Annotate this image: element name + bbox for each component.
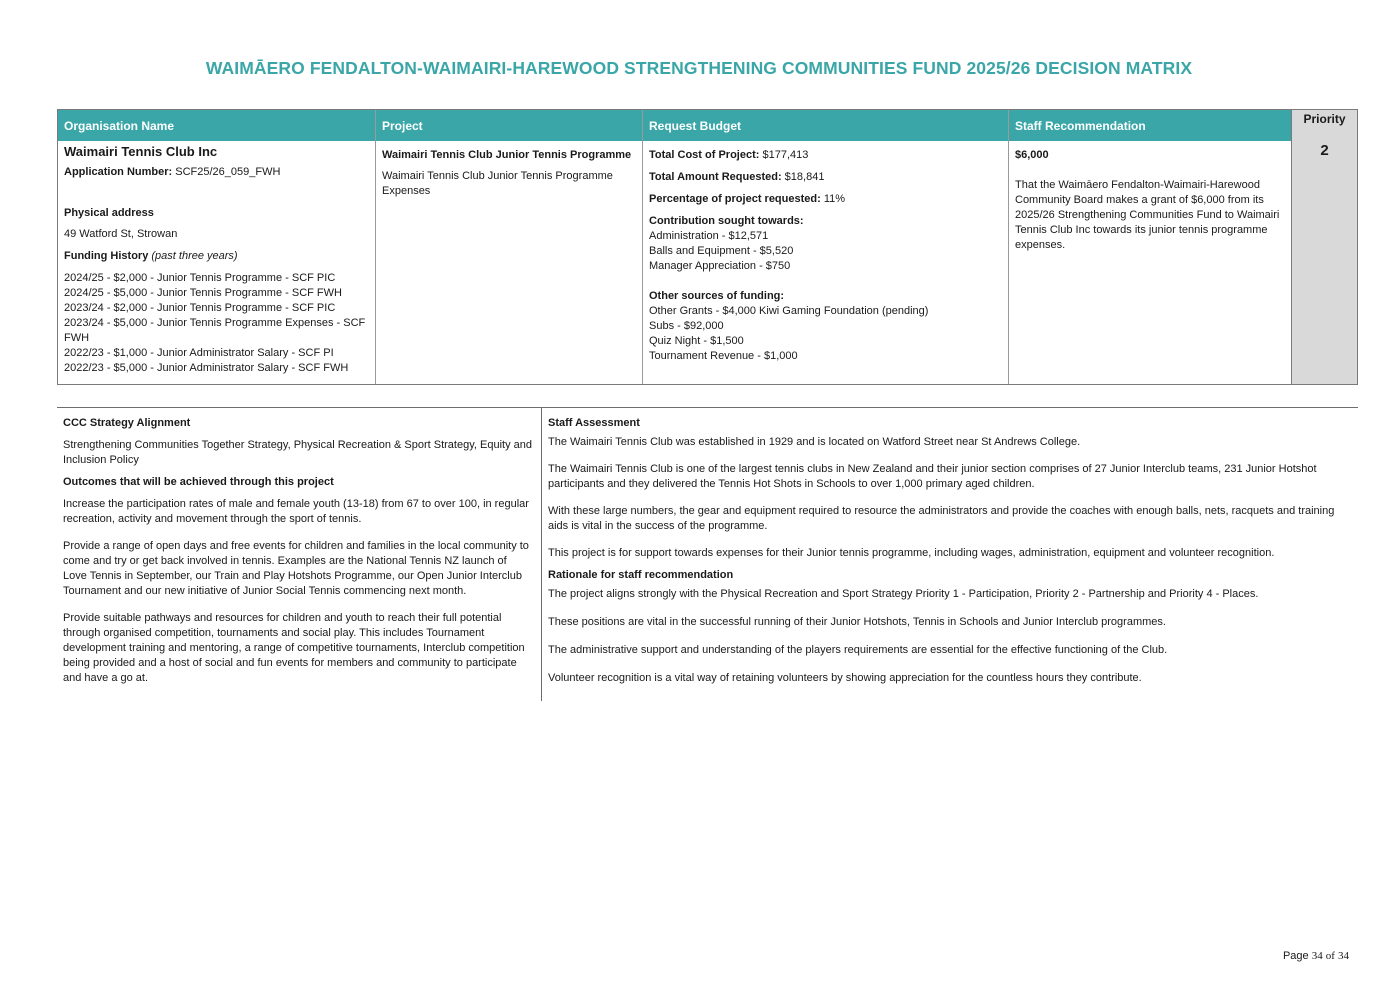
project-title: Waimairi Tennis Club Junior Tennis Programme: [382, 149, 632, 161]
rationale-label: Rationale for staff recommendation: [548, 569, 734, 581]
assessment-paragraph: The Waimairi Tennis Club was established in 1929 and is located on Watford Street near St Andrews College.: [548, 436, 1081, 448]
outcome-paragraph: Increase the participation rates of male and female youth (13-18) from 67 to over 100, in regular recreation, activity and movement through the sport of tennis.: [63, 498, 529, 525]
physical-address: 49 Watford St, Strowan: [64, 228, 178, 240]
assessment-paragraph: The Waimairi Tennis Club is one of the largest tennis clubs in New Zealand and their junior section comprises of 27 Junior Interclub teams, 231 Junior Hotshot participants and they delivered the Tennis Hot Shots in Schools to over 1,000 primary aged children.: [548, 463, 1317, 490]
other-sources-label: Other sources of funding:: [649, 290, 785, 302]
physical-address-label: Physical address: [64, 207, 154, 219]
amount-requested-value: $18,841: [784, 171, 825, 183]
total-cost-row: [649, 148, 1002, 163]
contribution-item: Balls and Equipment - $5,520: [649, 245, 794, 257]
application-number-label: Application Number:: [64, 166, 173, 178]
funding-history-item: 2024/25 - $5,000 - Junior Tennis Programme - SCF FWH: [64, 287, 342, 299]
percentage-row: [649, 192, 1002, 207]
recommendation-column: [1009, 110, 1292, 384]
section-divider: [57, 407, 1358, 408]
outcome-paragraph: Provide suitable pathways and resources for children and youth to reach their full potential through organised competition, tournaments and social play. This includes Tournament development training and mentoring, a range of competitive tournaments, Interclub competition being provided and a host of social and fun events for members and community to participate and have a go at.: [63, 612, 525, 684]
contribution-label: Contribution sought towards:: [649, 215, 804, 227]
recommendation-header: Staff Recommendation: [1009, 110, 1292, 141]
strategy-alignment-text: Strengthening Communities Together Strategy, Physical Recreation & Sport Strategy, Equity and Inclusion Policy: [63, 439, 532, 466]
other-source-item: Tournament Revenue - $1,000: [649, 350, 798, 362]
rationale-paragraph: The administrative support and understanding of the players requirements are essential for the effective functioning of the Club.: [548, 644, 1168, 656]
recommendation-cell: [1015, 148, 1286, 253]
page-label: Page: [1282, 950, 1309, 962]
budget-cell: [649, 148, 1002, 364]
strategy-alignment-label: CCC Strategy Alignment: [63, 417, 191, 429]
organisation-name: Waimairi Tennis Club Inc: [64, 144, 218, 159]
amount-requested-label: Total Amount Requested:: [649, 171, 782, 183]
rationale-paragraph: The project aligns strongly with the Physical Recreation and Sport Strategy Priority 1 - Participation, Priority 2 - Partnership and Priority 4 - Places.: [548, 588, 1259, 600]
other-source-item: Other Grants - $4,000 Kiwi Gaming Foundation (pending): [649, 305, 929, 317]
recommendation-amount: $6,000: [1015, 149, 1049, 161]
budget-column: [643, 110, 1009, 384]
total-pages: 34: [1338, 950, 1349, 962]
percentage-value: 11%: [823, 193, 846, 205]
organisation-column: [58, 110, 376, 384]
assessment-section: [548, 416, 1352, 686]
page-footer: [1283, 950, 1349, 962]
organisation-cell: [64, 143, 369, 376]
funding-history-item: 2023/24 - $2,000 - Junior Tennis Programme - SCF PIC: [64, 302, 336, 314]
priority-header: Priority: [1303, 112, 1346, 126]
assessment-paragraph: With these large numbers, the gear and equipment required to resource the administrators and provide the coaches with enough balls, nets, racquets and training aids is vital in the success of the programme.: [548, 505, 1335, 532]
funding-history-label: Funding History: [64, 250, 149, 262]
decision-matrix-table: [57, 109, 1358, 385]
of-label: of: [1325, 950, 1335, 962]
outcomes-label: Outcomes that will be achieved through this project: [63, 476, 334, 488]
project-header: Project: [376, 110, 642, 141]
strategy-section: [63, 416, 533, 686]
other-source-item: Quiz Night - $1,500: [649, 335, 744, 347]
budget-header: Request Budget: [643, 110, 1008, 141]
assessment-paragraph: This project is for support towards expenses for their Junior tennis programme, including wages, administration, equipment and volunteer recognition.: [548, 547, 1275, 559]
percentage-label: Percentage of project requested:: [649, 193, 821, 205]
application-number: SCF25/26_059_FWH: [175, 166, 281, 178]
page-title: WAIMĀERO FENDALTON-WAIMAIRI-HAREWOOD STRENGTHENING COMMUNITIES FUND 2025/26 DECISION MATRIX: [205, 58, 1193, 78]
other-source-item: Subs - $92,000: [649, 320, 724, 332]
total-cost-label: Total Cost of Project:: [649, 149, 760, 161]
contribution-item: Manager Appreciation - $750: [649, 260, 791, 272]
project-description: Waimairi Tennis Club Junior Tennis Programme Expenses: [382, 170, 613, 197]
priority-column: [1291, 110, 1357, 384]
rationale-paragraph: These positions are vital in the successful running of their Junior Hotshots, Tennis in Schools and Junior Interclub programmes.: [548, 616, 1166, 628]
rationale-paragraph: Volunteer recognition is a vital way of retaining volunteers by showing appreciation for the countless hours they contribute.: [548, 672, 1142, 684]
funding-history-item: 2024/25 - $2,000 - Junior Tennis Programme - SCF PIC: [64, 272, 336, 284]
funding-history-heading: [64, 249, 369, 264]
project-column: [376, 110, 643, 384]
outcome-paragraph: Provide a range of open days and free events for children and families in the local community to come and try or get back involved in tennis. Examples are the National Tennis NZ launch of Love Tennis in September, our Train and Play Hotshots Programme, our Open Junior Interclub Tournament and our new initiative of Junior Social Tennis commencing next month.: [63, 540, 529, 597]
priority-value: 2: [1320, 142, 1329, 159]
funding-history-item: 2023/24 - $5,000 - Junior Tennis Programme Expenses - SCF FWH: [64, 317, 366, 344]
funding-history-item: 2022/23 - $1,000 - Junior Administrator Salary - SCF PI: [64, 347, 334, 359]
funding-history-item: 2022/23 - $5,000 - Junior Administrator Salary - SCF FWH: [64, 362, 349, 374]
contribution-item: Administration - $12,571: [649, 230, 769, 242]
recommendation-text: That the Waimāero Fendalton-Waimairi-Harewood Community Board makes a grant of $6,000 from its 2025/26 Strengthening Communities Fund to Waimairi Tennis Club Inc towards its junior tennis programme expenses.: [1015, 179, 1280, 251]
amount-requested-row: [649, 170, 1002, 185]
application-number-row: [64, 165, 369, 180]
project-cell: [382, 148, 636, 199]
staff-assessment-label: Staff Assessment: [548, 417, 640, 429]
column-divider: [541, 408, 542, 701]
total-cost-value: $177,413: [762, 149, 809, 161]
page-number: 34: [1311, 950, 1323, 962]
funding-history-list: [64, 271, 369, 376]
funding-history-note: (past three years): [151, 250, 238, 262]
organisation-header: Organisation Name: [58, 110, 375, 141]
